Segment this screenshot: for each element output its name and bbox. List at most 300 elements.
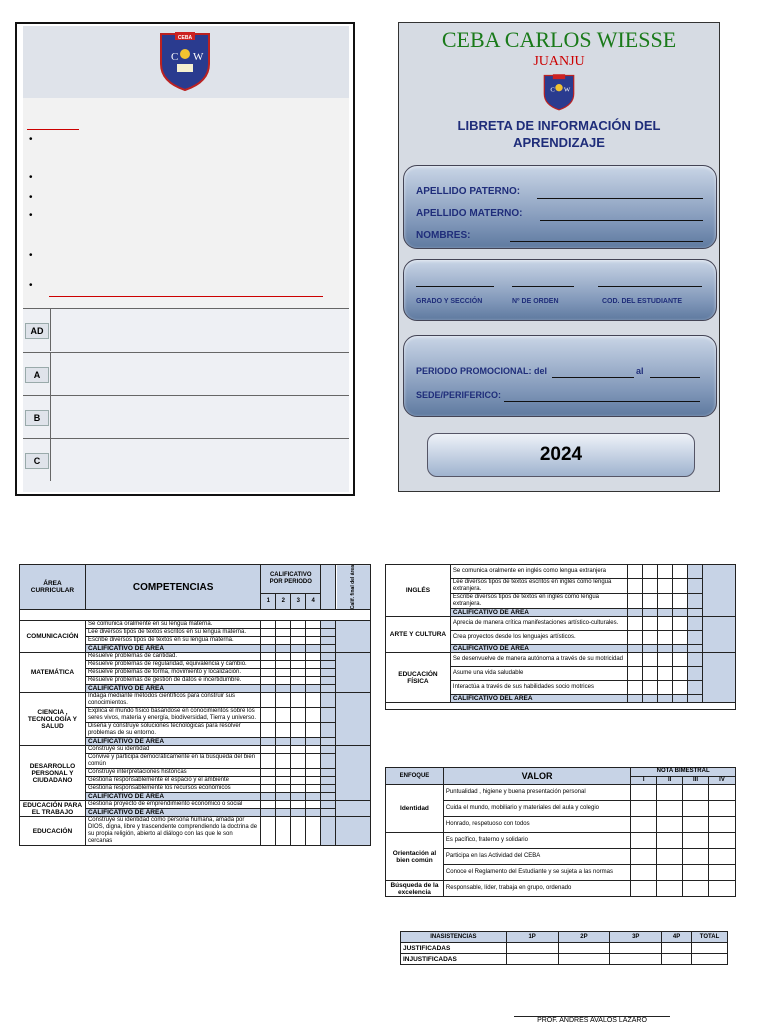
grade-cell (261, 645, 276, 653)
absence-header: 1P (506, 932, 558, 943)
header-nota: NOTA BIMESTRAL (631, 768, 736, 777)
grade-row-c (23, 438, 349, 481)
grade-cell (321, 629, 336, 637)
grade-cell (692, 943, 728, 954)
grade-cell (261, 693, 276, 708)
grade-cell (306, 653, 321, 661)
grade-cell (673, 681, 688, 695)
grade-cell (688, 579, 703, 594)
grade-cell (321, 723, 336, 738)
header-spacer (321, 565, 336, 610)
field-label-order: Nº DE ORDEN (512, 298, 559, 305)
grade-cell (658, 609, 673, 617)
grade-cell (261, 809, 276, 817)
field-label-period-to: al (636, 366, 644, 376)
enfoque-name: Identidad (386, 785, 444, 833)
grade-cell (261, 801, 276, 809)
grade-cell (291, 708, 306, 723)
grade-cell (276, 738, 291, 746)
grade-cell (276, 793, 291, 801)
grade-cell (276, 746, 291, 754)
grade-cell (291, 817, 306, 846)
competency-text: Convive y participa democráticamente en la búsqueda del bien común (85, 754, 260, 769)
grade-cell (709, 785, 736, 801)
grade-cell (688, 565, 703, 579)
absence-type: INJUSTIFICADAS (401, 954, 507, 965)
field-label-paternal: APELLIDO PATERNO: (416, 186, 521, 197)
grade-cell (658, 565, 673, 579)
grade-cell (291, 629, 306, 637)
grade-cell (688, 631, 703, 645)
final-grade-cell (703, 565, 736, 617)
header-calificativo: CALIFICATIVO POR PERIODO (261, 565, 321, 594)
calif-label: CALIFICATIVO DE ÁREA (85, 793, 260, 801)
grade-cell (628, 565, 643, 579)
bullet-3: • (29, 192, 33, 203)
table-row (20, 746, 371, 754)
field-line (537, 198, 703, 199)
grade-cell (643, 579, 658, 594)
grade-cell (683, 801, 709, 817)
calif-label: CALIFICATIVO DE ÁREA (85, 809, 260, 817)
grade-cell (628, 667, 643, 681)
grade-label: C (25, 453, 49, 469)
grade-cell (673, 609, 688, 617)
grade-cell (306, 637, 321, 645)
grade-cell (261, 677, 276, 685)
grade-cell (643, 631, 658, 645)
grade-cell (321, 777, 336, 785)
calif-label: CALIFICATIVO DE ÁREA (85, 645, 260, 653)
values-table (385, 767, 736, 897)
grade-cell (683, 849, 709, 865)
grade-cell (658, 667, 673, 681)
value-text: Cuida el mundo, mobiliario y materiales del aula y colegio (443, 801, 630, 817)
field-line (504, 401, 700, 402)
grade-row-ad (23, 308, 349, 351)
absence-header: TOTAL (692, 932, 728, 943)
competency-text: Se comunica oralmente en su lengua materna. (85, 621, 260, 629)
final-grade-cell (336, 801, 371, 817)
student-name-panel (403, 165, 717, 249)
competencies-table-continued (385, 564, 736, 710)
grade-cell (291, 738, 306, 746)
grade-label: A (25, 367, 49, 383)
grade-cell (683, 785, 709, 801)
grade-label: AD (25, 323, 49, 339)
grade-row-a (23, 352, 349, 395)
absence-type: JUSTIFICADAS (401, 943, 507, 954)
grade-cell (261, 669, 276, 677)
grade-cell (291, 769, 306, 777)
grade-cell (291, 645, 306, 653)
grade-cell (261, 661, 276, 669)
grade-cell (643, 695, 658, 703)
value-text: Participa en las Actividad del CEBA (443, 849, 630, 865)
grade-cell (321, 785, 336, 793)
grade-scale (23, 308, 349, 492)
right-cover-page (398, 22, 720, 492)
header-row (20, 565, 371, 594)
competency-text: Aprecia de manera crítica manifestaciones artístico-culturales. (450, 617, 627, 631)
grade-row-b (23, 395, 349, 438)
grade-cell (683, 833, 709, 849)
table-row (20, 693, 371, 708)
grade-cell (291, 754, 306, 769)
period-header: 3 (291, 594, 306, 610)
grade-cell (628, 631, 643, 645)
field-label-sede: SEDE/PERIFERICO: (416, 390, 502, 400)
period-panel (403, 335, 717, 417)
grade-cell (306, 669, 321, 677)
grade-cell (291, 793, 306, 801)
grade-cell (291, 693, 306, 708)
grade-cell (261, 621, 276, 629)
table-row (386, 617, 736, 631)
calif-label: CALIFICATIVO DE ÁREA (85, 738, 260, 746)
grade-cell (657, 833, 683, 849)
grade-cell (321, 793, 336, 801)
grade-cell (306, 677, 321, 685)
header-row (386, 768, 736, 777)
absence-header: 4P (662, 932, 692, 943)
competency-text: Lee diversos tipos de textos escritos en inglés como lengua extranjera. (450, 579, 627, 594)
signature-line: PROF. ANDRES AVALOS LAZARO (514, 1016, 670, 1024)
crest-letter-w: W (563, 86, 571, 94)
grade-cell (643, 594, 658, 609)
competency-text: Explica el mundo físico basándose en conocimientos sobre los seres vivos, materia y energía, biodiversidad, Tierra y universo. (85, 708, 260, 723)
final-grade-cell (336, 653, 371, 693)
grade-cell (321, 669, 336, 677)
field-label-maternal: APELLIDO MATERNO: (416, 208, 523, 219)
period-header: III (683, 776, 709, 785)
grade-cell (276, 629, 291, 637)
grade-cell (276, 817, 291, 846)
left-cover-body (23, 98, 349, 308)
grade-cell (321, 621, 336, 629)
competency-text: Gestiona responsablemente el espacio y el ambiente (85, 777, 260, 785)
grade-cell (261, 817, 276, 846)
bullet-4: • (29, 210, 33, 221)
grade-cell (643, 645, 658, 653)
area-name: EDUCACIÓN FÍSICA (386, 653, 451, 703)
absence-header: 3P (610, 932, 662, 943)
table-row (401, 954, 728, 965)
competency-text: Construye su identidad (85, 746, 260, 754)
grade-cell (306, 708, 321, 723)
competency-text: Resuelve problemas de gestión de datos e incertidumbre. (85, 677, 260, 685)
grade-cell (662, 954, 692, 965)
field-line (512, 286, 574, 287)
grade-cell (261, 653, 276, 661)
value-text: Puntualidad , higiene y buena presentación personal (443, 785, 630, 801)
grade-cell (276, 677, 291, 685)
competency-text: Gestiona responsablemente los recursos económicos (85, 785, 260, 793)
grade-cell (643, 609, 658, 617)
grade-cell (673, 617, 688, 631)
grade-cell (673, 594, 688, 609)
crest-label: CEBA (177, 35, 193, 41)
grade-cell (261, 637, 276, 645)
grade-cell (306, 777, 321, 785)
grade-cell (688, 667, 703, 681)
header-row (401, 932, 728, 943)
grade-cell (321, 653, 336, 661)
grade-cell (276, 785, 291, 793)
grade-cell (688, 617, 703, 631)
grade-cell (658, 695, 673, 703)
grade-cell (709, 849, 736, 865)
grade-cell (291, 677, 306, 685)
grade-cell (658, 617, 673, 631)
grade-cell (276, 809, 291, 817)
grade-cell (631, 785, 657, 801)
grade-cell (276, 723, 291, 738)
competency-text: Resuelve problemas de cantidad. (85, 653, 260, 661)
competency-text: Resuelve problemas de regularidad, equivalencia y cambio. (85, 661, 260, 669)
grade-cell (657, 881, 683, 897)
grade-cell (709, 817, 736, 833)
grade-cell (643, 617, 658, 631)
grade-cell (643, 681, 658, 695)
competency-text: Escribe diversos tipos de textos en su lengua materna. (85, 637, 260, 645)
grade-cell (628, 695, 643, 703)
grade-cell (306, 754, 321, 769)
table-row (386, 653, 736, 667)
grade-cell (291, 723, 306, 738)
grade-cell (506, 943, 558, 954)
grade-cell (673, 695, 688, 703)
field-line (416, 286, 494, 287)
grade-cell (291, 621, 306, 629)
grade-cell (658, 631, 673, 645)
grade-cell (321, 661, 336, 669)
grade-cell (673, 579, 688, 594)
grade-cell (291, 746, 306, 754)
table-row (20, 817, 371, 846)
grade-cell (657, 865, 683, 881)
grade-cell (276, 708, 291, 723)
grade-cell (321, 809, 336, 817)
competency-text: Resuelve problemas de forma, movimiento y localización. (85, 669, 260, 677)
grade-cell (643, 667, 658, 681)
grade-cell (261, 708, 276, 723)
absence-header: 2P (558, 932, 610, 943)
grade-cell (306, 738, 321, 746)
left-cover-inner (23, 26, 349, 492)
competency-text: Indaga mediante métodos científicos para construir sus conocimientos. (85, 693, 260, 708)
grade-cell (276, 653, 291, 661)
enrollment-panel (403, 259, 717, 321)
grade-cell (658, 645, 673, 653)
grade-cell (688, 645, 703, 653)
grade-cell (261, 769, 276, 777)
grade-cell (683, 817, 709, 833)
calif-label: CALIFICATIVO DE ÁREA (450, 609, 627, 617)
area-name: ARTE Y CULTURA (386, 617, 451, 653)
competency-text: Construye su identidad como persona humana, amada por DIOS, digna, libre y trascendente comprendiendo la doctrina de su propia religión, abierto al diálogo con las que le son cercanas (85, 817, 260, 846)
grade-cell (631, 801, 657, 817)
grade-cell (276, 669, 291, 677)
left-cover-page (15, 22, 355, 496)
area-name: DESARROLLO PERSONAL Y CIUDADANO (20, 746, 86, 801)
period-header: 2 (276, 594, 291, 610)
grade-cell (688, 695, 703, 703)
table-row (386, 881, 736, 897)
grade-cell (261, 793, 276, 801)
field-line (552, 377, 634, 378)
field-line (598, 286, 702, 287)
field-label-grade: GRADO Y SECCIÓN (416, 298, 483, 305)
grade-cell (291, 809, 306, 817)
grade-cell (658, 594, 673, 609)
grade-cell (658, 681, 673, 695)
header-final: Calif. final del área (336, 565, 371, 610)
grade-cell (291, 685, 306, 693)
grade-cell (321, 801, 336, 809)
final-grade-cell (336, 746, 371, 801)
grade-cell (291, 785, 306, 793)
grade-cell (276, 637, 291, 645)
area-name: EDUCACIÓN PARA EL TRABAJO (20, 801, 86, 817)
grade-cell (276, 661, 291, 669)
grade-cell (673, 631, 688, 645)
left-cover-header (23, 26, 349, 98)
calif-label: CALIFICATIVO DE ÁREA (85, 685, 260, 693)
grade-cell (628, 681, 643, 695)
crest-letter-w: W (193, 51, 204, 63)
grade-cell (306, 629, 321, 637)
header-competencias: COMPETENCIAS (85, 565, 260, 610)
bullet-6: • (29, 280, 33, 291)
grade-cell (657, 849, 683, 865)
grade-cell (276, 754, 291, 769)
grade-cell (610, 943, 662, 954)
enfoque-name: Orientación al bien común (386, 833, 444, 881)
grade-cell (306, 769, 321, 777)
grade-cell (673, 565, 688, 579)
grade-cell (657, 785, 683, 801)
grade-cell (261, 777, 276, 785)
enfoque-name: Búsqueda de la excelencia (386, 881, 444, 897)
competency-text: Asume una vida saludable (450, 667, 627, 681)
grade-cell (673, 653, 688, 667)
field-line (650, 377, 700, 378)
grade-cell (276, 693, 291, 708)
grade-cell (688, 653, 703, 667)
grade-cell (291, 801, 306, 809)
grade-cell (321, 817, 336, 846)
grade-cell (321, 754, 336, 769)
value-text: Es pacífico, fraterno y solidario (443, 833, 630, 849)
bullet-2: • (29, 172, 33, 183)
grade-cell (261, 629, 276, 637)
value-text: Conoce el Reglamento del Estudiante y se sujeta a las normas (443, 865, 630, 881)
grade-cell (506, 954, 558, 965)
grade-cell (558, 954, 610, 965)
grade-cell (306, 723, 321, 738)
school-crest-icon (539, 73, 579, 111)
grade-cell (306, 661, 321, 669)
header-enfoque: ENFOQUE (386, 768, 444, 785)
area-name: MATEMÁTICA (20, 653, 86, 693)
title-underline (27, 129, 79, 130)
grade-cell (662, 943, 692, 954)
grade-cell (673, 667, 688, 681)
field-label-period: PERIODO PROMOCIONAL: del (416, 366, 548, 376)
grade-cell (628, 617, 643, 631)
absence-header: INASISTENCIAS (401, 932, 507, 943)
grade-cell (631, 817, 657, 833)
table-row (386, 785, 736, 801)
grade-cell (276, 769, 291, 777)
grade-cell (291, 637, 306, 645)
grade-cell (261, 685, 276, 693)
grade-cell (688, 609, 703, 617)
grade-cell (321, 693, 336, 708)
spacer (386, 703, 736, 710)
grade-cell (628, 609, 643, 617)
grade-cell (631, 881, 657, 897)
grade-cell (673, 645, 688, 653)
area-name: EDUCACIÓN (20, 817, 86, 846)
spacer-row (386, 703, 736, 710)
header-area: ÁREA CURRICULAR (20, 565, 86, 610)
grade-cell (291, 777, 306, 785)
period-header: 4 (306, 594, 321, 610)
institution-name: CEBA CARLOS WIESSE (441, 27, 677, 52)
final-grade-cell (703, 653, 736, 703)
grade-cell (558, 943, 610, 954)
field-label-code: COD. DEL ESTUDIANTE (602, 298, 682, 305)
value-text: Responsable, líder, trabaja en grupo, ordenado (443, 881, 630, 897)
bullet-5: • (29, 250, 33, 261)
grade-cell (643, 653, 658, 667)
table-row (386, 833, 736, 849)
grade-cell (610, 954, 662, 965)
grade-cell (276, 685, 291, 693)
absences-table (400, 931, 728, 965)
grade-cell (291, 661, 306, 669)
year-badge: 2024 (427, 433, 695, 477)
grade-cell (658, 653, 673, 667)
grade-cell (261, 723, 276, 738)
final-grade-cell (336, 817, 371, 846)
competency-text: Diseña y construye soluciones tecnológicas para resolver problemas de su entorno. (85, 723, 260, 738)
grade-cell (321, 746, 336, 754)
grade-cell (321, 637, 336, 645)
value-text: Honrado, respetuoso con todos (443, 817, 630, 833)
grade-cell (688, 594, 703, 609)
calif-label: CALIFICATIVO DE ÁREA (450, 645, 627, 653)
competency-text: Se desenvuelve de manera autónoma a través de su motricidad (450, 653, 627, 667)
grade-cell (683, 865, 709, 881)
grade-cell (261, 785, 276, 793)
table-row (20, 653, 371, 661)
grade-cell (306, 801, 321, 809)
grade-cell (643, 565, 658, 579)
grade-cell (683, 881, 709, 897)
grade-cell (321, 685, 336, 693)
section-divider (49, 296, 323, 297)
table-row (401, 943, 728, 954)
final-grade-cell (336, 621, 371, 653)
city-name: JUANJU (533, 54, 585, 69)
table-row (20, 801, 371, 809)
grade-cell (306, 621, 321, 629)
grade-cell (628, 653, 643, 667)
grade-cell (261, 738, 276, 746)
